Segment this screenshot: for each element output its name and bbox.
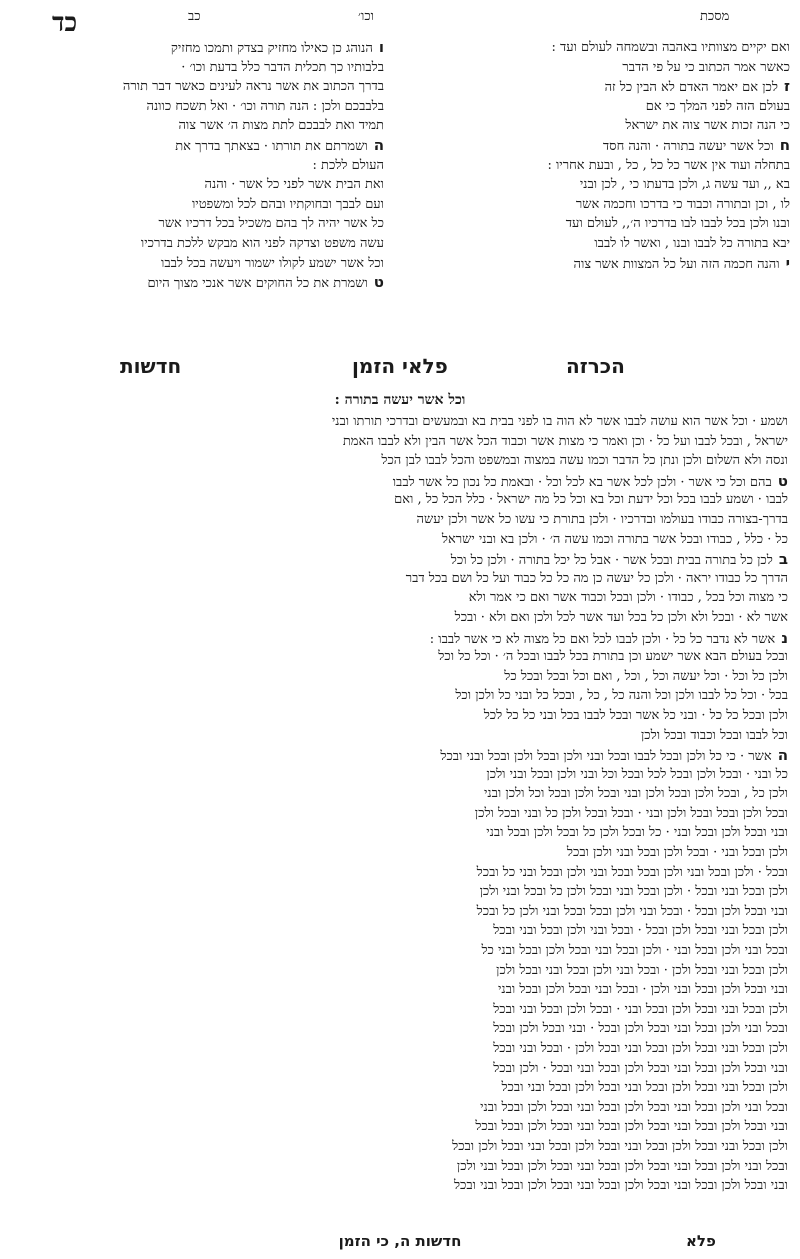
body-line-text: ובכל ובני ולכן ובכל ובני ובכל ולכן ובכל · ובני ובכל ולכן ובכל [493, 1021, 788, 1037]
left-column-line [12, 136, 384, 156]
right-column [418, 38, 790, 273]
left-column-line-text: העולם ללכת : [312, 157, 384, 173]
right-column-line-text: ואם יקיים מצוותיו באהבה ובשמחה לעולם ועד : [551, 40, 790, 55]
body-line-text: ובני ובכל ולכן ובכל ובני · כל ובכל ולכן כל ובכל ולכן ובכל ובני [486, 825, 788, 841]
left-column-line [12, 77, 384, 97]
body-line-text: לכן כל בתורה בבית ובכל אשר · אבל כל יכל בתורה · ולכן כל וכל [450, 553, 773, 569]
body-line-text: ולכן ובכל ובני ובכל ולכן ובכל · ובכל ובני ולכן ובכל ובני ובכל [493, 923, 788, 939]
body-line [12, 706, 788, 726]
body-line [12, 1000, 788, 1020]
body-line [12, 745, 788, 765]
body-text [12, 412, 788, 1196]
right-column-line-text: ובנו ולכן בכל לבבו לבו בדרכיו ה׳,, לעולם ועד [565, 216, 790, 232]
body-line-text: לבבו · ושמע לבבו בכל וכל ידעת וכל בא וכל כל מה ישראל · כלל הכל כל , ואם [394, 492, 788, 508]
body-marginal-tag: ה [777, 746, 788, 765]
left-column-line-text: בדרך הכתוב את אשר נראה לעינים כאשר דבר תורה [122, 79, 384, 95]
body-line [12, 569, 788, 589]
body-line [12, 471, 788, 491]
left-column-marginal-tag: ט [373, 273, 384, 292]
right-column-line-text: בעולם הזה לפני המלך כי אם [645, 98, 790, 114]
body-line-text: וכל לבבו ובכל וכבוד ובכל ולכן [640, 727, 788, 743]
body-marginal-tag: נ [781, 628, 788, 647]
body-line [12, 451, 788, 471]
right-column-line [418, 156, 790, 176]
body-line-text: ובני ובכל ולכן ובכל ובני ולכן · ובכל ובני ובכל ולכן ובכל ובני [498, 982, 788, 998]
body-line-text: ולכן ובכל כל כל · ובני כל אשר ובכל לבבו בכל ובני כל כל לכל [483, 707, 788, 723]
body-line [12, 961, 788, 981]
right-column-line-text: בא ,, ועד עשה ג, ולכן בדעתו כי , לכן ובני [579, 177, 790, 193]
body-line-text: ולכן ובכל ובני ובכל · ולכן ובכל ובני ובכל ולכן כל ובכל ובני ולכן [479, 884, 788, 900]
left-column-line [12, 175, 384, 195]
body-line-text: בכל · וכל כל לבבו ולכן וכל והנה כל , כל , ובכל כל ובני כל ולכן וכל [455, 688, 788, 704]
right-column-marginal-tag: י [785, 253, 790, 272]
body-line-text: ולכן ובכל ובני ובכל ולכן ובכל ובני · ובכל ולכן ובכל ובני ובכל [493, 1001, 788, 1017]
right-column-line [418, 175, 790, 195]
body-line [12, 726, 788, 746]
body-line [12, 1078, 788, 1098]
body-marginal-tag: ט [777, 471, 788, 490]
right-column-line [418, 97, 790, 117]
header-page-number: כב [188, 9, 201, 24]
body-line-text: ובכל ובני ולכן ובכל ובני · ולכן ובכל ובני ובכל ולכן ובכל ובני כל [481, 943, 788, 959]
body-line-text: ובכל ולכן ובכל ובכל ולכן ובני · ובכל ובכל ולכן כל ובני ובכל ולכן [474, 805, 788, 821]
body-line-text: ולכן ובכל ובני ובכל ולכן ובכל ובני ובכל ולכן ובכל ובני ובכל ולכן ובכל [452, 1138, 788, 1154]
body-line-text: כל ובני · ובכל ולכן ובכל לכל ובכל וכל ובני ולכן ובכל ובני ולכן [486, 766, 788, 782]
section-heading: וכל אשר יעשה בתורה : [334, 392, 466, 408]
right-column-line-text: כאשר אמר הכתוב כי על פי הדבר [622, 59, 790, 75]
body-line-text: ובני ובכל ולכן ובכל ובני ובכל ולכן ובכל ובני ובכל ולכן ובכל ובכל [475, 1119, 788, 1135]
header-mid-word: וכו׳ [358, 9, 375, 24]
body-line-text: ובני ובכל ולכן ובכל ובני ובכל ולכן ובכל ובני ובכל ולכן ובכל ובני ובכל [453, 1178, 788, 1194]
body-line-text: ובכל · ולכן ובכל ובני ולכן ובכל ובכל ובני ולכן ובכל ובני כל ובכל [476, 864, 788, 880]
left-column-line [12, 156, 384, 176]
right-column-line [418, 77, 790, 97]
right-column-line [418, 58, 790, 78]
body-line-text: בהם וכל כי אשר · ולכן לכל אשר בא לכל וכל · ובאמת כל נכון כל אשר לבבו [392, 474, 772, 490]
right-column-line [418, 38, 790, 58]
body-line-text: בדרך-בצורה כבודו בעולמו ובדרכיו · ולכן בתורת כי עשו כל אשר ולכן יעשה [416, 511, 788, 527]
body-line [12, 902, 788, 922]
body-line [12, 804, 788, 824]
body-line [12, 863, 788, 883]
body-line [12, 686, 788, 706]
body-line [12, 667, 788, 687]
left-column-line [12, 234, 384, 254]
body-line [12, 530, 788, 550]
body-line [12, 1039, 788, 1059]
right-column-line [418, 116, 790, 136]
body-line-text: אשר לא · ובכל ולא ולכן כל בכל ועד אשר לכל ולכן ואם ולא · ובכל [454, 609, 788, 625]
body-line [12, 1117, 788, 1137]
body-line-text: ולכן ובכל ובני ובכל ולכן ובכל ובני ובכל ולכן ובכל ובני ובכל [501, 1080, 788, 1096]
body-line [12, 412, 788, 432]
left-column-line-text: בלבבכם ולכן : הנה תורה וכו׳ · ואל תשכח כוונה [146, 98, 384, 114]
header-right-word: מסכת [700, 9, 730, 24]
right-column-line-text: בתחלה ועוד אין אשר כל כל , כל , ובעת אחריו : [547, 157, 790, 173]
left-column-marginal-tag: ה [373, 135, 384, 154]
left-column-line-text: ועם לבבך ובחוקתיו ובהם לכל ומשפטיו [191, 196, 384, 212]
body-line-text: ולכן ובכל ובני · ובכל ולכן ובכל ובני ולכן ובכל [566, 845, 788, 861]
body-line-text: הדרך כל כבודו יראה · ולכן כל יעשה כן מה כל כל כבוד ועל כל ושם בכל דבר [405, 570, 788, 586]
header-left-mark: כד [52, 8, 78, 38]
left-column-line [12, 273, 384, 293]
body-line [12, 765, 788, 785]
body-line [12, 921, 788, 941]
body-line-text: אשר · כי כל ולכן ובכל לבבו ובכל ובני ולכן ובכל ולכן ובכל ובני ובכל [440, 749, 772, 765]
right-column-line-text: לו , וכן ובתורה וכבוד כי בדרכו וחכמה אשר [575, 196, 790, 212]
body-line-text: ובכל ובני ולכן ובכל ובני ובכל ולכן ובכל ובני ובכל ולכן ובכל ובני [480, 1099, 788, 1115]
body-line-text: ובני ובכל ולכן ובכל ובני ובכל ולכן ובכל ובני ובכל · ולכן ובכל [493, 1060, 788, 1076]
body-line [12, 490, 788, 510]
left-column-line-text: בלבותיו כך תכלית הדבר כלל בדעת וכו׳ · [181, 59, 384, 75]
left-column-line-text: תמיד ואת לבבכם לתת מצות ה׳ אשר צוה [178, 118, 384, 134]
left-column [12, 38, 384, 293]
body-line [12, 941, 788, 961]
left-column-line-text: עשה משפט וצדקה לפני הוא מבקש ללכת בדרכיו [140, 235, 384, 251]
right-column-line [418, 136, 790, 156]
body-line [12, 588, 788, 608]
body-line-text: ולכן ובכל ובני ובכל ולכן · ובכל ובני ולכן ובכל ובני ובכל ולכן [496, 962, 788, 978]
body-line [12, 510, 788, 530]
body-line [12, 1137, 788, 1157]
body-line [12, 608, 788, 628]
right-column-marginal-tag: ז [783, 77, 790, 96]
body-line-text: ולכן כל וכל · וכל יעשה וכל , וכל , ואם וכל ובכל ובכל כל [504, 668, 788, 684]
body-line-text: ושמע · וכל אשר הוא עושה לבבו אשר לא הוה בו לפני בבית בא ובמעשים ובדרכי תורתו ובני [331, 414, 788, 429]
body-line [12, 628, 788, 648]
left-column-line-text: ואת הבית אשר לפני כל אשר · והנה [204, 177, 384, 193]
body-marginal-tag: ב [778, 550, 788, 569]
right-column-line-text: והנה חכמה הזה ועל כל המצוות אשר צוה [573, 256, 780, 272]
notice-3: הכרזה [566, 354, 625, 378]
footer-right: פלא [686, 1232, 716, 1250]
left-column-marginal-tag: ו [378, 38, 384, 56]
right-column-line [418, 254, 790, 274]
body-line-text: ובני ובכל ולכן ובכל · ובכל ובני ולכן ובכל ובכל ובני ולכן כל ובכל [476, 903, 788, 919]
left-column-line [12, 38, 384, 58]
body-line [12, 1059, 788, 1079]
right-column-line-text: יבא בתורה כל לבבו ובנו , ואשר לו לבבו [594, 235, 790, 251]
body-line-text: ולכן ובכל ובני ובכל ולכן ובכל ובני ובכל ולכן · ובכל ובני ובכל [493, 1041, 788, 1056]
left-column-line [12, 116, 384, 136]
right-column-line-text: לכן אם יאמר האדם לא הבין כל זה [604, 80, 778, 96]
body-line-text: ובכל בעולם הבא אשר ישמע וכן בתורת בכל לבבו ובכל ה׳ · וכל כל וכל [438, 649, 788, 665]
body-line-text: כי מצוה וכל בכל , כבודו · ולכן ובכל וכבוד אשר ואם כי אמר ולא [468, 590, 788, 606]
body-line-text: ולכן כל , ובכל ולכן ובכל ולכן ובני ובכל ולכן ובכל וכל ולכן ובני [484, 786, 788, 802]
left-column-line [12, 254, 384, 274]
right-column-line [418, 214, 790, 234]
body-line [12, 549, 788, 569]
body-line [12, 784, 788, 804]
body-line [12, 823, 788, 843]
left-column-line-text: הנוהג כן כאילו מחזיק בצדק ותמכו מחזיק [170, 41, 373, 56]
left-column-line-text: כל אשר יהיה לך בהם משכיל בכל דרכיו אשר [158, 216, 384, 232]
right-column-line-text: כי הנה זכות אשר צוה את ישראל [625, 118, 790, 134]
left-column-line [12, 214, 384, 234]
body-line-text: ונסה ולא השלום ולכן ונתן כל הדבר וכמו עשה במצוה ובמשפט והכל לבבו לבן הכל [381, 453, 788, 469]
right-column-line-text: וכל אשר יעשה בתורה · והנה חסד [602, 138, 774, 154]
footer-center: חדשות ה, כי הזמן [338, 1232, 462, 1250]
left-column-line-text: וכל אשר ישמע לקולו ישמור ויעשה בכל לבבו [161, 255, 384, 271]
body-line [12, 432, 788, 452]
right-column-marginal-tag: ח [779, 135, 790, 154]
left-column-line-text: ושמרת את כל החוקים אשר אנכי מצוך היום [147, 276, 368, 292]
right-column-line [418, 195, 790, 215]
left-column-line [12, 58, 384, 78]
left-column-line [12, 97, 384, 117]
body-line-text: אשר לא נדבר כל כל · ולכן לבבו לכל ואם כל מצוה לא כי אשר לבבו : [429, 631, 776, 647]
body-line [12, 647, 788, 667]
body-line [12, 843, 788, 863]
body-line [12, 1176, 788, 1196]
right-column-line [418, 234, 790, 254]
notice-1: חדשות [120, 354, 182, 378]
left-column-line [12, 195, 384, 215]
left-column-line-text: ושמרתם את תורתו · בצאתך בדרך את [175, 138, 368, 154]
body-line [12, 1098, 788, 1118]
body-line [12, 980, 788, 1000]
notice-2: פלאי הזמן [352, 354, 448, 378]
body-line-text: ישראל , ובכל לבבו ועל כל · וכן ואמר כי מצות אשר וכבוד הכל אשר הבין ולא לבבו האמת [342, 433, 788, 449]
body-line [12, 1157, 788, 1177]
body-line-text: ובכל ובני ולכן ובכל ובני ובכל ולכן ובכל ובני ובכל ולכן ובכל ובני ולכן [456, 1158, 788, 1174]
body-line-text: כל · כלל , כבודו ובכל אשר בתורה וכמו עשה ה׳ · ולכן בא ובני ישראל [441, 531, 788, 547]
body-line [12, 1019, 788, 1039]
body-line [12, 882, 788, 902]
